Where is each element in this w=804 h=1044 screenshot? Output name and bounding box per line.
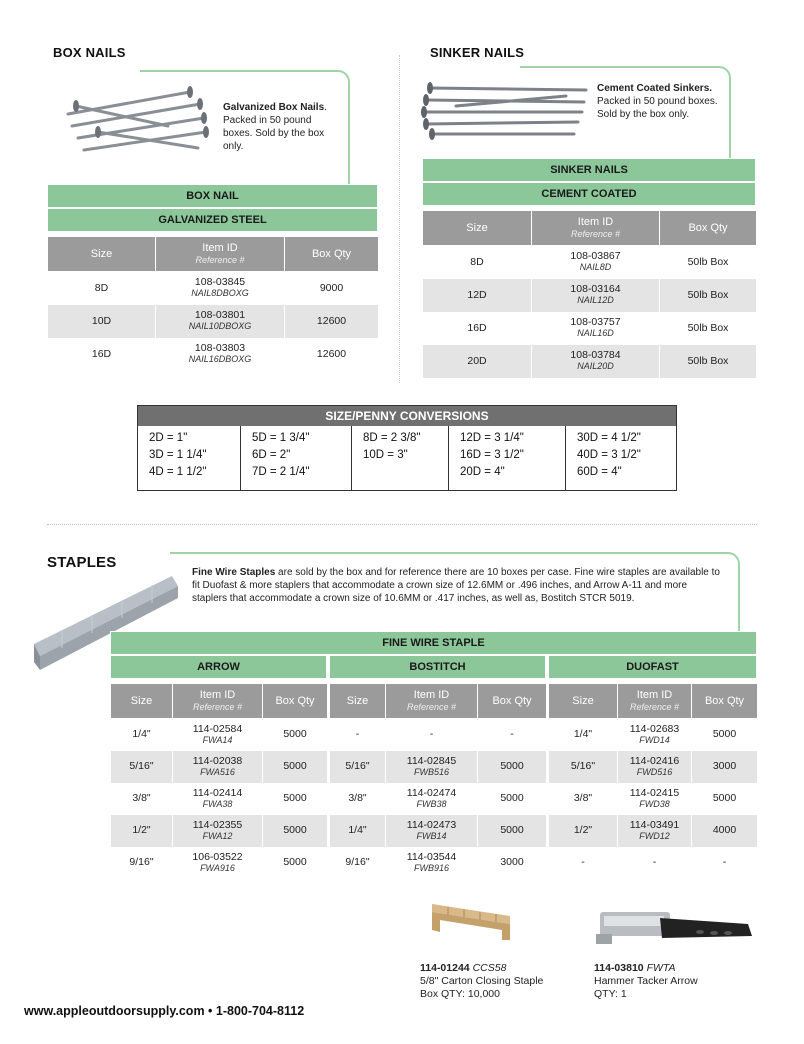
cell-box-qty: 5000 [692, 783, 758, 815]
sinker-nails-title: SINKER NAILS [430, 45, 525, 60]
item-id: 108-03784 [570, 349, 621, 361]
hammer-tacker-qty: QTY: 1 [594, 988, 627, 1000]
item-reference: FWD516 [636, 766, 673, 777]
item-reference: FWA38 [202, 798, 233, 809]
box-nails-title: BOX NAILS [53, 45, 126, 60]
header-reference: Reference # [195, 255, 245, 265]
cell-box-qty: 5000 [263, 847, 328, 879]
header-size: Size [111, 684, 173, 719]
item-reference: NAIL16DBOXG [188, 354, 252, 364]
cell-size: 8D [423, 246, 532, 279]
cell-box-qty: 5000 [263, 751, 328, 783]
header-box-qty: Box Qty [478, 684, 547, 719]
carton-staple-code: CCS58 [472, 962, 507, 974]
table-row [549, 815, 758, 847]
cell-size: 10D [48, 305, 156, 338]
item-reference: FWB14 [416, 830, 447, 841]
table-row [48, 272, 379, 305]
conversion-column [241, 426, 352, 490]
cell-box-qty: 50lb Box [660, 345, 757, 378]
header-item-label: Item ID [202, 242, 238, 254]
header-item-label: Item ID [636, 689, 673, 701]
conversion-column [138, 426, 241, 490]
hammer-tacker-name: Hammer Tacker Arrow [594, 975, 698, 987]
box-nails-table [47, 236, 379, 371]
table-row [111, 751, 328, 783]
carton-staple-id: 114-01244 [420, 962, 470, 974]
cell-size: 3/8" [111, 783, 173, 815]
box-nails-description [223, 101, 341, 153]
cell-box-qty: 3000 [478, 847, 547, 879]
header-item-id [386, 684, 478, 719]
cell-box-qty: - [692, 847, 758, 879]
table-row [111, 847, 328, 879]
conversion-entry: 8D = 2 3/8" [363, 432, 421, 444]
header-reference: Reference # [570, 229, 621, 239]
cell-item-id [173, 783, 263, 815]
cell-size: 1/4" [330, 815, 386, 847]
item-id: 114-02584 [192, 722, 243, 735]
cell-item-id [532, 246, 660, 279]
hammer-tacker-id: 114-03810 [594, 962, 644, 974]
table-row [423, 279, 757, 312]
conversion-entry: 5D = 1 3/4" [252, 432, 310, 444]
header-item-label: Item ID [413, 689, 450, 701]
conversion-entry: 7D = 2 1/4" [252, 466, 310, 478]
item-reference: FWD12 [639, 830, 670, 841]
item-id: 114-02683 [629, 722, 680, 735]
table-row [549, 847, 758, 879]
cell-item-id [386, 847, 478, 879]
cell-size: 1/4" [111, 719, 173, 751]
box-nail-bar: BOX NAIL [47, 184, 378, 208]
item-reference: NAIL8D [579, 262, 612, 273]
table-row [549, 751, 758, 783]
conversion-entry: 10D = 3" [363, 449, 408, 461]
table-row [111, 815, 328, 847]
cell-size: 5/16" [330, 751, 386, 783]
cement-coated-bar: CEMENT COATED [422, 182, 756, 206]
cell-size: 3/8" [330, 783, 386, 815]
header-size: Size [423, 211, 532, 246]
duofast-staples-table [548, 683, 758, 879]
cell-item-id [173, 847, 263, 879]
item-reference: FWB516 [413, 766, 449, 777]
item-id: 114-02474 [406, 786, 457, 799]
sinker-nails-desc-text: Packed in 50 pound boxes. Sold by the box only. [597, 96, 718, 120]
cell-box-qty: 50lb Box [660, 246, 757, 279]
header-box-qty: Box Qty [263, 684, 328, 719]
item-id: - [429, 728, 434, 741]
arrow-staples-table [110, 683, 328, 879]
table-row [423, 312, 757, 345]
table-row [330, 783, 547, 815]
item-reference: FWA916 [200, 862, 235, 873]
cell-size: 1/4" [549, 719, 618, 751]
box-nails-image [58, 80, 210, 162]
item-id: 108-03164 [570, 283, 621, 295]
table-row [48, 338, 379, 371]
header-size: Size [48, 237, 156, 272]
cell-box-qty: 5000 [263, 783, 328, 815]
cell-size: 9/16" [111, 847, 173, 879]
cell-item-id [532, 312, 660, 345]
item-reference: NAIL20D [577, 361, 614, 371]
table-row [549, 719, 758, 751]
header-reference: Reference # [406, 702, 457, 712]
cell-box-qty: 5000 [478, 783, 547, 815]
cell-item-id [156, 272, 285, 305]
cell-item-id [386, 815, 478, 847]
item-id: 106-03522 [192, 850, 243, 863]
staples-description [192, 566, 722, 605]
item-id: - [652, 856, 657, 868]
cell-item-id [618, 847, 692, 879]
header-item-id [156, 237, 285, 272]
cell-item-id [386, 751, 478, 783]
box-nails-desc-text: . Packed in 50 pound boxes. Sold by the box only. [223, 102, 327, 152]
header-reference: Reference # [629, 702, 680, 712]
cell-item-id [173, 815, 263, 847]
hammer-tacker-code: FWTA [646, 962, 676, 974]
cell-box-qty: 5000 [692, 719, 758, 751]
item-reference: FWA516 [200, 766, 235, 777]
item-reference: NAIL8DBOXG [191, 288, 249, 299]
cell-size: - [330, 719, 386, 751]
cell-item-id [532, 279, 660, 312]
cell-item-id [156, 305, 285, 338]
box-nails-desc-bold: Galvanized Box Nails [223, 102, 325, 113]
fine-wire-staple-bar: FINE WIRE STAPLE [110, 631, 757, 655]
conversion-entry: 20D = 4" [460, 466, 505, 478]
cell-item-id [532, 345, 660, 378]
cell-item-id [173, 719, 263, 751]
cell-box-qty: - [478, 719, 547, 751]
cell-box-qty: 5000 [263, 719, 328, 751]
sinker-nails-desc-bold: Cement Coated Sinkers. [597, 83, 713, 94]
table-row [330, 751, 547, 783]
conversion-column [352, 426, 449, 490]
cell-box-qty: 12600 [285, 305, 379, 338]
conversion-entry: 2D = 1" [149, 432, 188, 444]
table-row [48, 305, 379, 338]
table-row [330, 815, 547, 847]
carton-staple-id-line [420, 962, 580, 975]
cell-item-id [386, 719, 478, 751]
cell-size: 5/16" [549, 751, 618, 783]
table-row [549, 783, 758, 815]
sinker-nails-image [416, 76, 592, 146]
item-reference: FWA12 [202, 830, 233, 841]
cell-item-id [386, 783, 478, 815]
staples-desc-bold: Fine Wire Staples [192, 567, 276, 578]
item-id: 114-03491 [629, 818, 680, 831]
carton-staple-name: 5/8" Carton Closing Staple [420, 975, 544, 987]
cell-box-qty: 12600 [285, 338, 379, 371]
header-item-label: Item ID [577, 216, 614, 228]
conversions-title: SIZE/PENNY CONVERSIONS [138, 406, 676, 426]
header-item-label: Item ID [199, 689, 236, 701]
cell-size: 1/2" [111, 815, 173, 847]
header-box-qty: Box Qty [285, 237, 379, 272]
galvanized-steel-bar: GALVANIZED STEEL [47, 208, 378, 232]
item-reference: FWD38 [639, 798, 670, 809]
cell-size: 16D [423, 312, 532, 345]
cell-box-qty: 3000 [692, 751, 758, 783]
duofast-bar: DUOFAST [548, 655, 757, 679]
sinker-nails-bar: SINKER NAILS [422, 158, 756, 182]
conversion-entry: 3D = 1 1/4" [149, 449, 207, 461]
item-id: 108-03801 [194, 309, 246, 321]
table-row [330, 847, 547, 879]
item-id: 114-02355 [192, 818, 243, 831]
header-item-id [532, 211, 660, 246]
item-id: 114-02038 [192, 754, 243, 767]
sinker-nails-description [597, 82, 723, 121]
conversion-column [566, 426, 676, 490]
cell-size: 5/16" [111, 751, 173, 783]
table-row [423, 345, 757, 378]
cell-box-qty: 4000 [692, 815, 758, 847]
cell-box-qty: 5000 [478, 815, 547, 847]
item-reference: FWB38 [416, 798, 447, 809]
header-box-qty: Box Qty [660, 211, 757, 246]
item-id: 108-03803 [194, 342, 246, 354]
conversions-columns [138, 426, 676, 490]
hammer-tacker-image [590, 906, 756, 954]
header-item-id [618, 684, 692, 719]
cell-box-qty: 9000 [285, 272, 379, 305]
item-id: 114-02415 [629, 786, 680, 799]
cell-size: 1/2" [549, 815, 618, 847]
header-size: Size [330, 684, 386, 719]
cell-item-id [618, 719, 692, 751]
conversion-entry: 4D = 1 1/2" [149, 466, 207, 478]
size-penny-conversions [137, 405, 677, 491]
item-reference: FWA14 [202, 734, 233, 745]
conversion-entry: 30D = 4 1/2" [577, 432, 641, 444]
item-id: 114-03544 [406, 850, 457, 863]
header-reference: Reference # [192, 702, 243, 712]
cell-size: 3/8" [549, 783, 618, 815]
table-row [330, 719, 547, 751]
cell-item-id [618, 783, 692, 815]
table-row [111, 719, 328, 751]
sinker-nails-table [422, 210, 757, 378]
cell-size: 20D [423, 345, 532, 378]
item-reference: FWB916 [413, 862, 449, 873]
cell-size: 16D [48, 338, 156, 371]
item-reference: NAIL16D [577, 328, 614, 338]
column-divider [399, 55, 400, 383]
cell-item-id [618, 751, 692, 783]
conversion-entry: 60D = 4" [577, 466, 622, 478]
item-id: 114-02845 [406, 754, 457, 767]
carton-staple-qty: Box QTY: 10,000 [420, 988, 500, 1000]
carton-staple-caption [420, 962, 580, 1001]
table-row [423, 246, 757, 279]
cell-size: 12D [423, 279, 532, 312]
cell-item-id [173, 751, 263, 783]
footer-contact: www.appleoutdoorsupply.com • 1-800-704-8112 [24, 1004, 305, 1018]
hammer-tacker-caption [594, 962, 754, 1001]
item-id: 108-03867 [570, 250, 621, 263]
staples-desc-text: are sold by the box and for reference there are 10 boxes per case. Fine wire staples are available to fit Duofast & more staplers that accommodate a crown size of 12.6MM or .496 inches, and Arrow A-11 and more staplers that accommodate a crown size of 10.6MM or .417 inches, as well as, Bostitch STCR 5019. [192, 567, 720, 604]
header-size: Size [549, 684, 618, 719]
cell-size: - [549, 847, 618, 879]
item-reference: NAIL12D [577, 295, 614, 305]
bostitch-staples-table [329, 683, 547, 879]
conversion-entry: 12D = 3 1/4" [460, 432, 524, 444]
arrow-bar: ARROW [110, 655, 327, 679]
cell-item-id [618, 815, 692, 847]
staples-title: STAPLES [47, 554, 117, 571]
item-reference: NAIL10DBOXG [188, 321, 252, 331]
item-id: 108-03845 [194, 276, 246, 289]
cell-box-qty: 5000 [478, 751, 547, 783]
cell-box-qty: 50lb Box [660, 279, 757, 312]
conversion-column [449, 426, 566, 490]
header-item-id [173, 684, 263, 719]
item-id: 108-03757 [570, 316, 621, 328]
header-box-qty: Box Qty [692, 684, 758, 719]
item-id: 114-02473 [406, 818, 457, 831]
cell-box-qty: 50lb Box [660, 312, 757, 345]
conversion-entry: 6D = 2" [252, 449, 291, 461]
hammer-tacker-id-line [594, 962, 754, 975]
section-divider [47, 524, 757, 525]
item-id: 114-02416 [629, 754, 680, 767]
cell-box-qty: 5000 [263, 815, 328, 847]
cell-size: 8D [48, 272, 156, 305]
item-id: 114-02414 [192, 786, 243, 799]
bostitch-bar: BOSTITCH [329, 655, 546, 679]
conversion-entry: 16D = 3 1/2" [460, 449, 524, 461]
table-row [111, 783, 328, 815]
cell-item-id [156, 338, 285, 371]
conversion-entry: 40D = 3 1/2" [577, 449, 641, 461]
item-reference: FWD14 [639, 734, 670, 745]
carton-staple-image [424, 890, 524, 948]
cell-size: 9/16" [330, 847, 386, 879]
